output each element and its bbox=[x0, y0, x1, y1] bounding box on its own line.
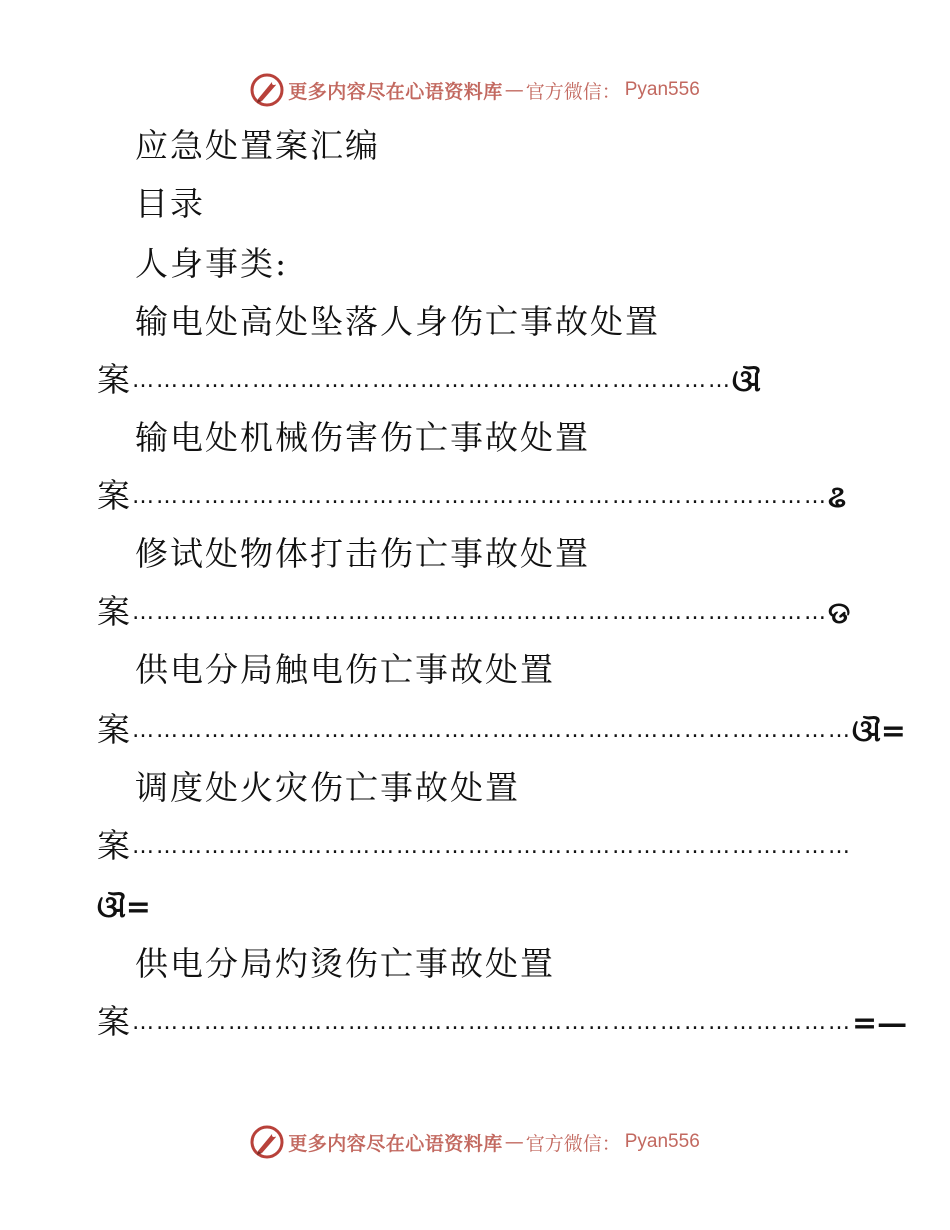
toc-dot-leader: ……………………………………………………………………………… bbox=[132, 834, 852, 859]
watermark-wechat-id: Pyan556 bbox=[624, 1131, 700, 1152]
toc-entry-leader-line bbox=[97, 360, 761, 402]
toc-page-number: ଔ= bbox=[852, 714, 906, 749]
header-watermark bbox=[0, 70, 950, 110]
toc-entry-page-line bbox=[97, 886, 151, 928]
pen-logo-icon bbox=[250, 73, 284, 107]
toc-dot-leader: …………………………………………………………………………… bbox=[132, 484, 828, 509]
watermark-label: 官方微信： bbox=[525, 1132, 621, 1155]
toc-entry-title: 供电分局触电伤亡事故处置 bbox=[135, 650, 555, 689]
footer-watermark bbox=[0, 1122, 950, 1162]
toc-dot-leader: …………………………………………………………………………… bbox=[132, 600, 828, 625]
toc-entry-title: 供电分局灼烫伤亡事故处置 bbox=[135, 944, 555, 983]
toc-entry-tail: 案 bbox=[97, 1002, 132, 1041]
toc-entry-title: 修试处物体打击伤亡事故处置 bbox=[135, 534, 590, 573]
watermark-separator: — bbox=[504, 79, 524, 101]
toc-entry-title: 输电处机械伤害伤亡事故处置 bbox=[135, 418, 590, 457]
toc-entry-tail: 案 bbox=[97, 360, 132, 399]
toc-entry-tail: 案 bbox=[97, 476, 132, 515]
toc-entry-leader-line bbox=[97, 592, 850, 634]
toc-page-number: ଌ bbox=[828, 480, 846, 515]
toc-entry-leader-line bbox=[97, 826, 852, 867]
watermark-label: 官方微信： bbox=[525, 80, 621, 103]
toc-page-number: ଔ= bbox=[97, 890, 151, 925]
pen-logo-icon bbox=[250, 1125, 284, 1159]
toc-dot-leader: ………………………………………………………………… bbox=[132, 368, 732, 393]
toc-dot-leader: ……………………………………………………………………………… bbox=[132, 718, 852, 743]
toc-entry-leader-line bbox=[97, 710, 906, 752]
watermark-wechat-id: Pyan556 bbox=[624, 79, 700, 100]
toc-entry-leader-line bbox=[97, 1002, 907, 1044]
toc-entry-leader-line bbox=[97, 476, 846, 518]
toc-category: 人身事类: bbox=[135, 244, 289, 283]
watermark-text: 更多内容尽在心语资料库 bbox=[288, 80, 503, 103]
document-title: 应急处置案汇编 bbox=[135, 126, 380, 165]
toc-entry-tail: 案 bbox=[97, 826, 132, 865]
watermark-text: 更多内容尽在心语资料库 bbox=[288, 1132, 503, 1155]
toc-page-number: ଡ bbox=[828, 596, 851, 631]
toc-dot-leader: ……………………………………………………………………………… bbox=[132, 1010, 852, 1035]
toc-heading: 目录 bbox=[135, 184, 205, 223]
toc-entry-title: 调度处火灾伤亡事故处置 bbox=[135, 768, 520, 807]
toc-entry-title: 输电处高处坠落人身伤亡事故处置 bbox=[135, 302, 660, 341]
toc-page-number: ଔ bbox=[732, 364, 761, 399]
toc-entry-tail: 案 bbox=[97, 710, 132, 749]
watermark-separator: — bbox=[504, 1131, 524, 1153]
toc-page-number: =— bbox=[852, 1006, 908, 1041]
toc-entry-tail: 案 bbox=[97, 592, 132, 631]
